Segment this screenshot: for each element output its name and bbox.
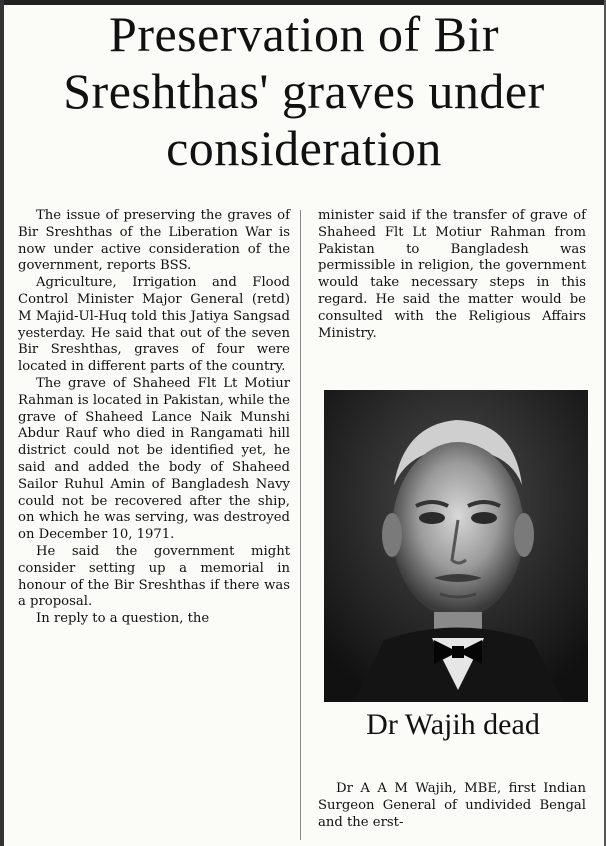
article-paragraph: The grave of Shaheed Flt Lt Motiur Rahman is located in Pakistan, while the grave of Shaheed Lance Naik Munshi Abdur Rauf who died in Rangamati hill district could not be identified yet, he said and added the body of Shaheed Sailor Ruhul Amin of Bangladesh Navy could not be recovered after the ship, on which he was serving, was destroyed on December 10, 1971. (18, 375, 290, 543)
article-right-column (318, 208, 586, 342)
article-headline: Preservation of Bir Sreshthas' graves under consideration (63, 6, 545, 176)
article-left-column (18, 208, 290, 628)
obituary-column (318, 781, 586, 831)
left-border (0, 0, 4, 846)
article-paragraph: minister said if the transfer of grave of Shaheed Flt Lt Motiur Rahman from Pakistan to Bangladesh was permissible in religion, the government would take necessary steps in this regard. He said the matter would be consulted with the Religious Affairs Ministry. (318, 208, 586, 341)
portrait-photo (324, 390, 588, 702)
portrait-image (324, 390, 588, 702)
article-paragraph: Agriculture, Irrigation and Flood Control Minister Major General (retd) M Majid-Ul-Huq told this Jatiya Sangsad yesterday. He said that out of the seven Bir Sreshthas, graves of four were located in different parts of the country. (18, 275, 290, 375)
article-paragraph: In reply to a question, the (36, 611, 210, 627)
obituary-headline: Dr Wajih dead (366, 708, 540, 741)
top-rule (0, 0, 606, 5)
column-divider (300, 210, 301, 840)
article-paragraph: He said the government might consider setting up a memorial in honour of the Bir Sreshthas if there was a proposal. (18, 543, 290, 610)
obituary-paragraph: Dr A A M Wajih, MBE, first Indian Surgeon General of undivided Bengal and the erst- (318, 781, 586, 830)
article-paragraph: The issue of preserving the graves of Bir Sreshthas of the Liberation War is now under active consideration of the government, reports BSS. (18, 208, 290, 274)
